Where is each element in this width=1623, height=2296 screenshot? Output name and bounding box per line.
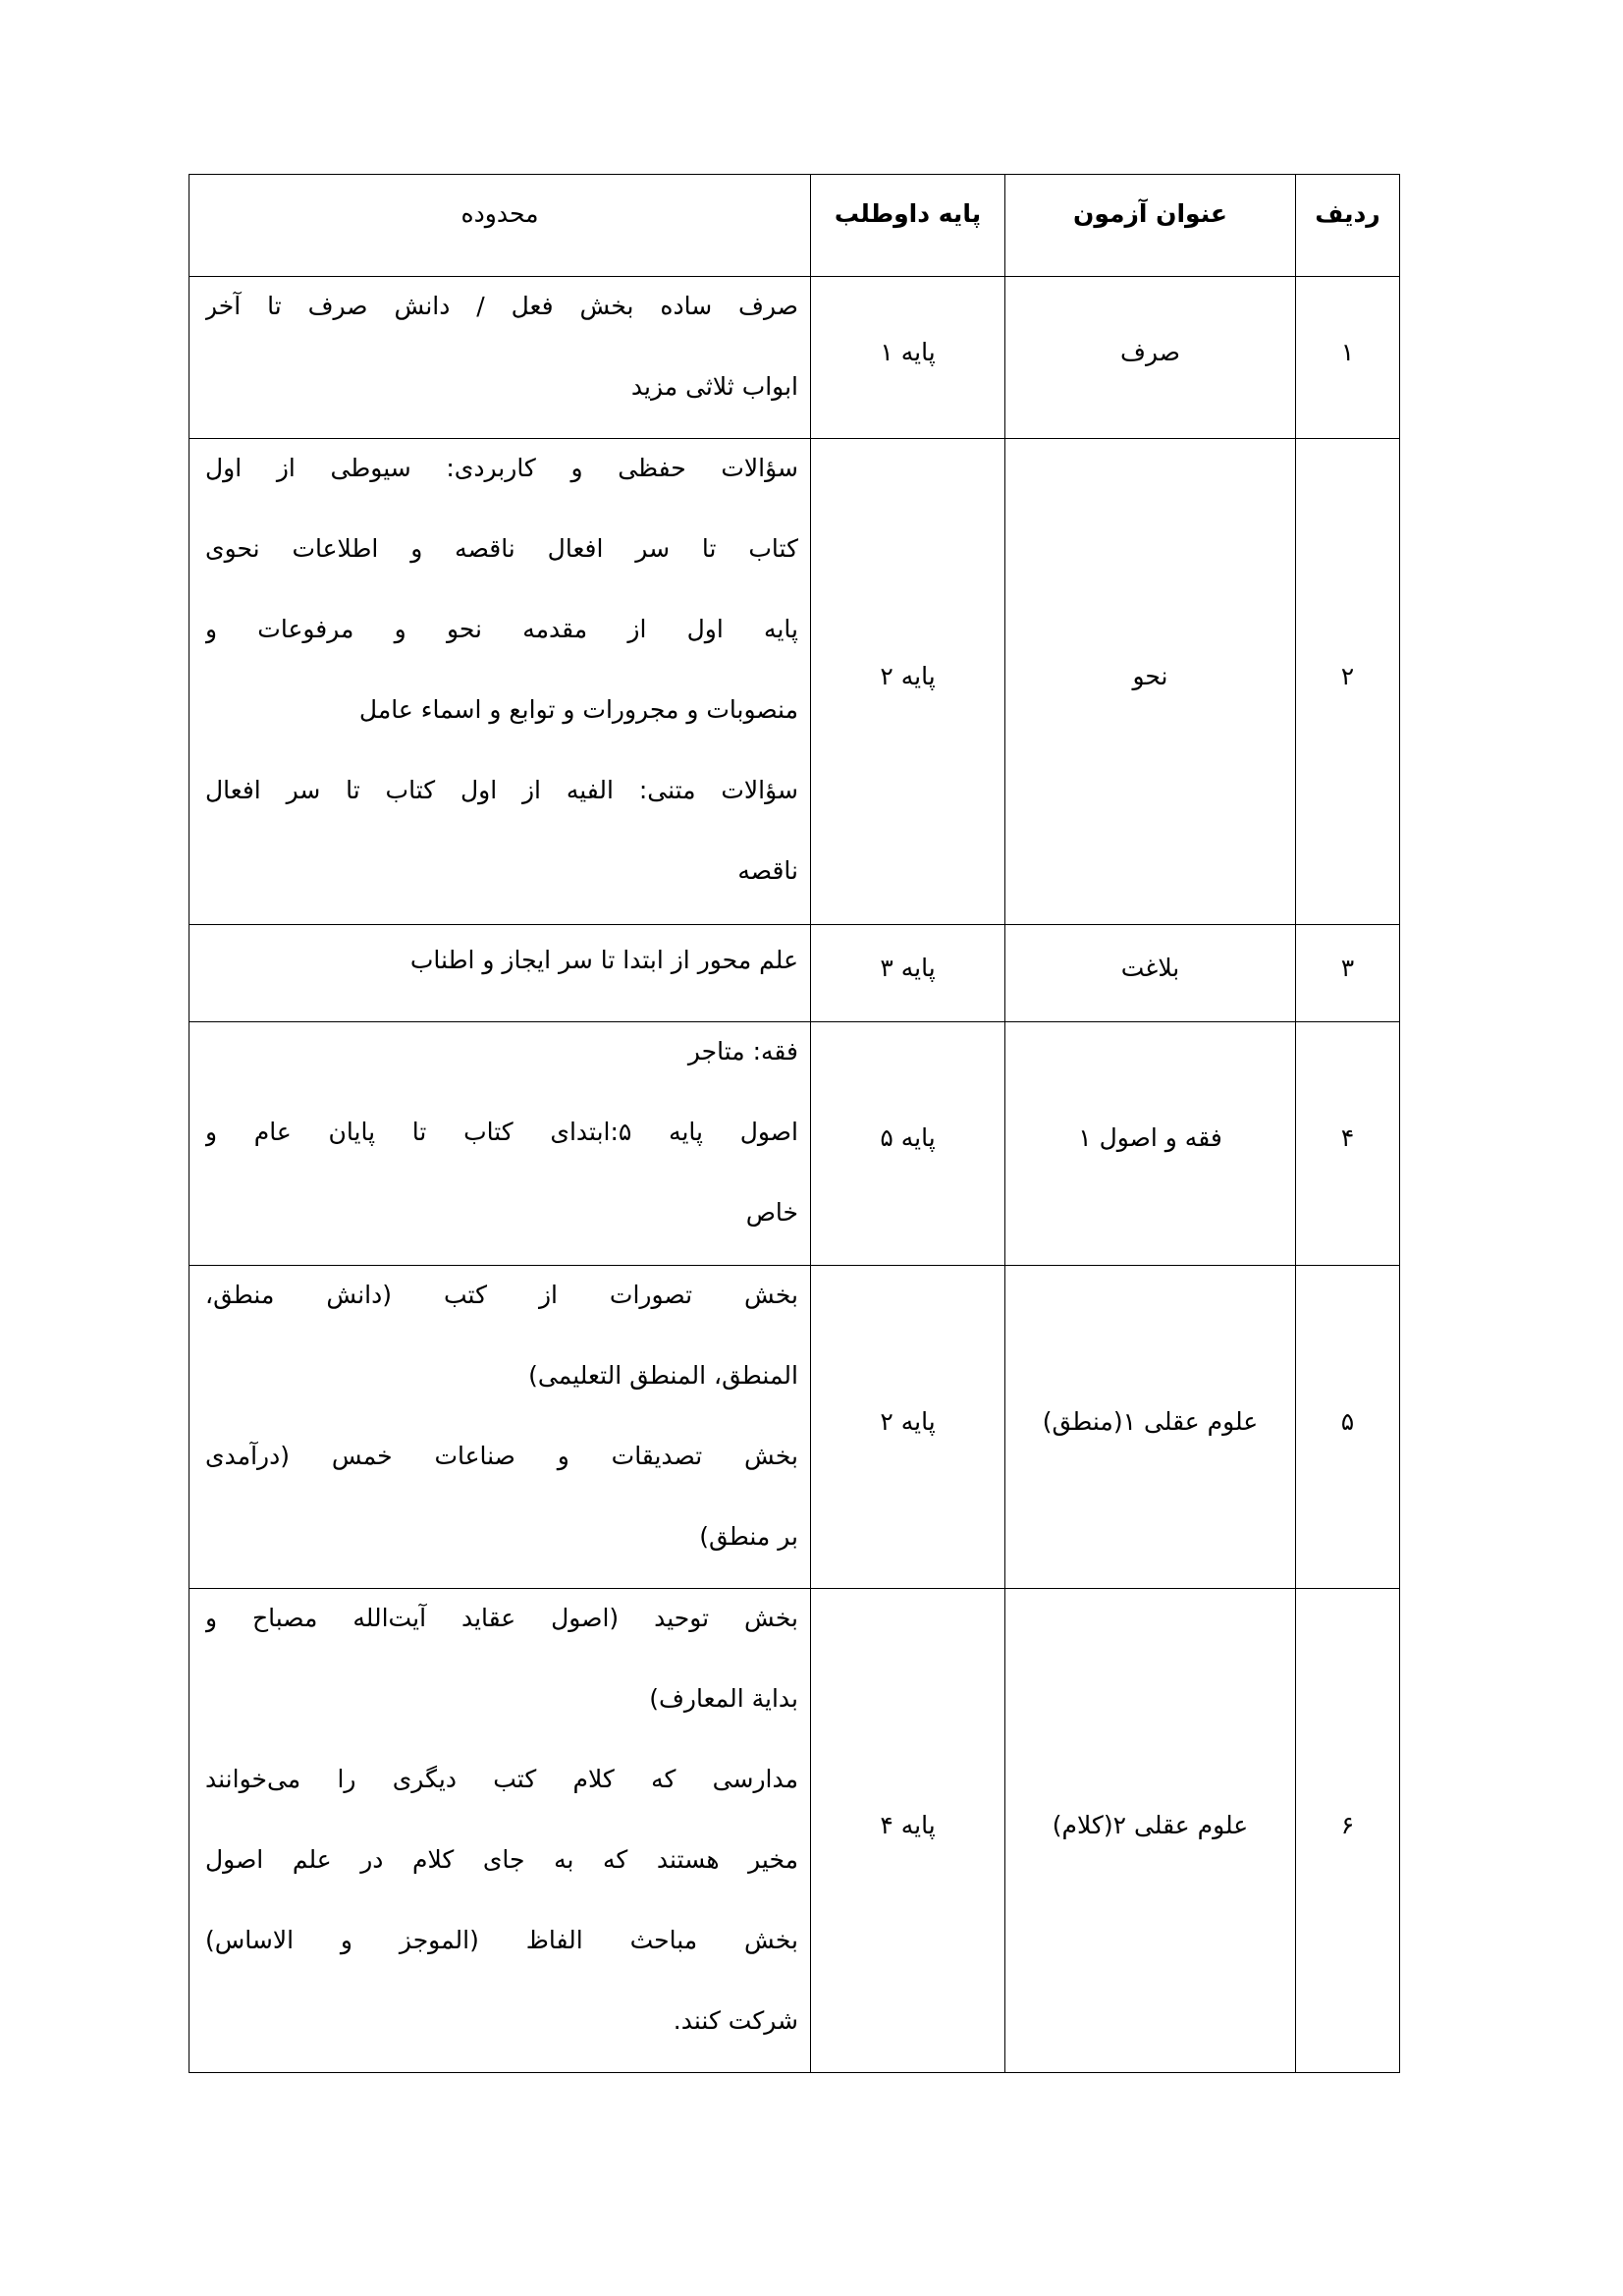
scope-line: خاص bbox=[745, 1198, 798, 1227]
scope-cell bbox=[189, 1589, 811, 2073]
scope-cell bbox=[189, 439, 811, 925]
exam-title-cell: علوم عقلی ۲(کلام) bbox=[1005, 1589, 1296, 2073]
grade-cell: پایه ۳ bbox=[811, 925, 1005, 1022]
table-row bbox=[189, 1022, 1400, 1266]
scope-line: بخش تصورات از کتب (دانش منطق، bbox=[205, 1281, 798, 1309]
scope-line: بخش مباحث الفاظ (الموجز و الاساس) bbox=[205, 1926, 798, 1954]
grade-cell: پایه ۲ bbox=[811, 1266, 1005, 1589]
exam-scope-table bbox=[189, 174, 1400, 2073]
grade-cell: پایه ۲ bbox=[811, 439, 1005, 925]
scope-cell bbox=[189, 1022, 811, 1266]
scope-line: علم محور از ابتدا تا سر ایجاز و اطناب bbox=[409, 946, 798, 974]
table-row bbox=[189, 1589, 1400, 2073]
scope-line: بخش توحید (اصول عقاید آیت‌الله مصباح و bbox=[205, 1604, 798, 1632]
scope-line: صرف ساده بخش فعل / دانش صرف تا آخر bbox=[205, 292, 798, 320]
scope-line: بدایة المعارف) bbox=[649, 1684, 798, 1713]
grade-cell: پایه ۴ bbox=[811, 1589, 1005, 2073]
scope-line: بر منطق) bbox=[699, 1522, 798, 1551]
scope-cell bbox=[189, 1266, 811, 1589]
row-number-cell: ۲ bbox=[1296, 439, 1400, 925]
scope-line: منصوبات و مجرورات و توابع و اسماء عامل bbox=[358, 695, 798, 724]
scope-line: بخش تصدیقات و صناعات خمس (درآمدی bbox=[205, 1442, 798, 1470]
header-candidate-grade: پایه داوطلب bbox=[811, 175, 1005, 277]
exam-title-cell: بلاغت bbox=[1005, 925, 1296, 1022]
exam-title-cell: فقه و اصول ۱ bbox=[1005, 1022, 1296, 1266]
scope-line: ناقصه bbox=[737, 856, 798, 885]
scope-line: پایه اول از مقدمه نحو و مرفوعات و bbox=[205, 615, 798, 643]
scope-cell bbox=[189, 277, 811, 439]
scope-line: سؤالات متنی: الفیه از اول کتاب تا سر افعال bbox=[205, 776, 798, 804]
scope-line: سؤالات حفظی و کاربردی: سیوطی از اول bbox=[205, 454, 798, 482]
row-number-cell: ۵ bbox=[1296, 1266, 1400, 1589]
row-number-cell: ۶ bbox=[1296, 1589, 1400, 2073]
exam-title-cell: صرف bbox=[1005, 277, 1296, 439]
scope-cell bbox=[189, 925, 811, 1022]
header-scope: محدوده bbox=[189, 175, 811, 277]
header-exam-title: عنوان آزمون bbox=[1005, 175, 1296, 277]
table-row bbox=[189, 1266, 1400, 1589]
table-row bbox=[189, 277, 1400, 439]
row-number-cell: ۴ bbox=[1296, 1022, 1400, 1266]
scope-line: المنطق، المنطق التعلیمی) bbox=[528, 1361, 798, 1390]
grade-cell: پایه ۱ bbox=[811, 277, 1005, 439]
scope-line: اصول پایه ۵:ابتدای کتاب تا پایان عام و bbox=[205, 1118, 798, 1146]
grade-cell: پایه ۵ bbox=[811, 1022, 1005, 1266]
row-number-cell: ۱ bbox=[1296, 277, 1400, 439]
exam-title-cell: نحو bbox=[1005, 439, 1296, 925]
table-header-row bbox=[189, 175, 1400, 277]
row-number-cell: ۳ bbox=[1296, 925, 1400, 1022]
scope-line: مخیر هستند که به جای کلام در علم اصول bbox=[205, 1845, 798, 1874]
scope-line: کتاب تا سر افعال ناقصه و اطلاعات نحوی bbox=[205, 534, 798, 563]
scope-line: شرکت کنند. bbox=[673, 2006, 798, 2035]
table-row bbox=[189, 439, 1400, 925]
exam-title-cell: علوم عقلی ۱(منطق) bbox=[1005, 1266, 1296, 1589]
scope-line: مدارسی که کلام کتب دیگری را می‌خوانند bbox=[205, 1765, 798, 1793]
table-row bbox=[189, 925, 1400, 1022]
scope-line: فقه: متاجر bbox=[687, 1037, 798, 1066]
scope-line: ابواب ثلاثی مزید bbox=[630, 372, 798, 401]
header-row-number: ردیف bbox=[1296, 175, 1400, 277]
